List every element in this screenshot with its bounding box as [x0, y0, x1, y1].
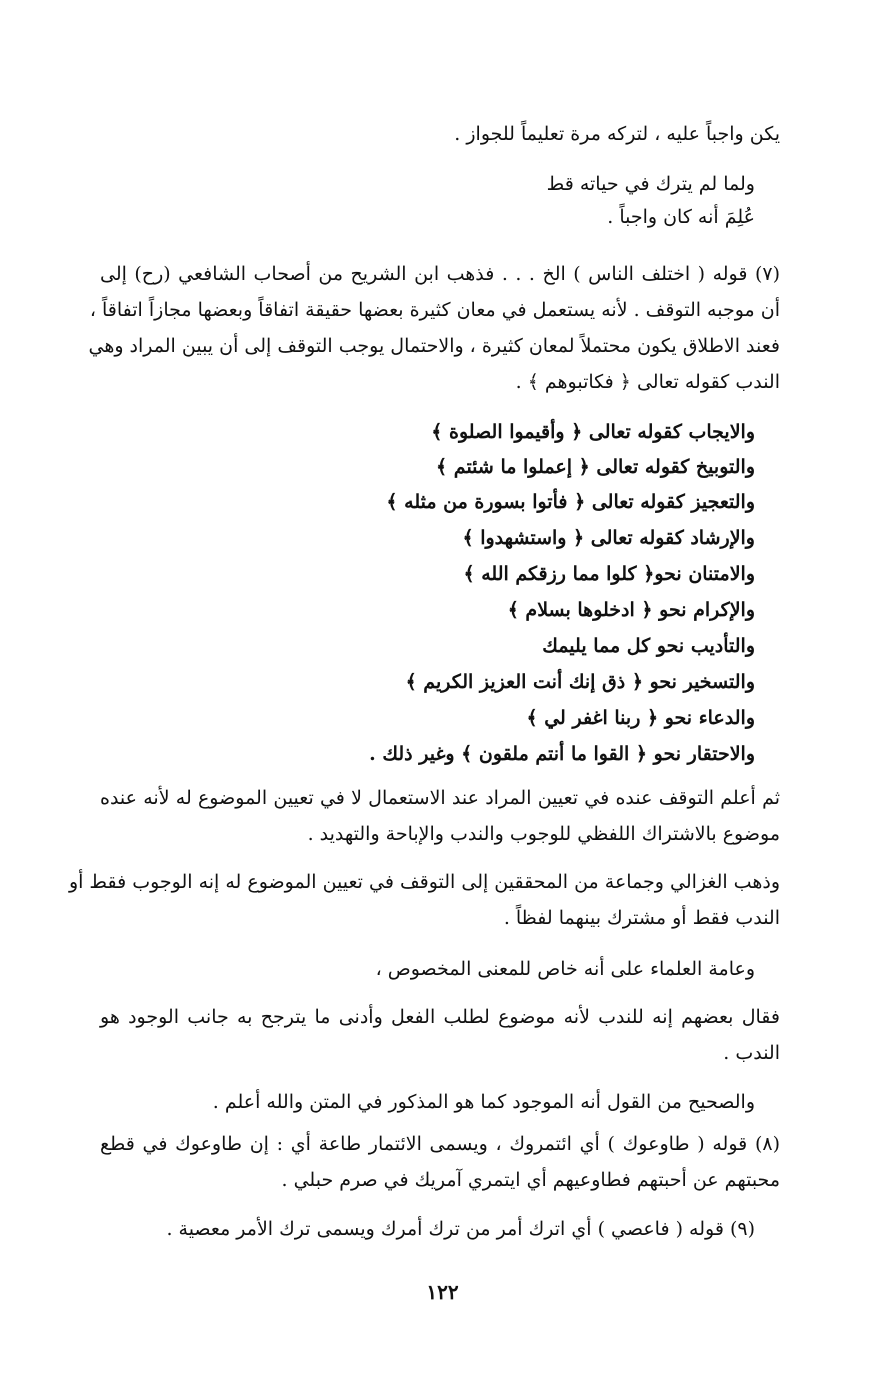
example-line-4: والإرشاد كقوله تعالى ﴿ واستشهدوا ﴾	[462, 527, 755, 549]
verse-line-1: ولما لم يترك في حياته قط	[546, 173, 755, 195]
opening-line: يكن واجباً عليه ، لتركه مرة تعليماً للجواز .	[454, 123, 780, 145]
note-9-line: (٩) قوله ( فاعصي ) أي اترك أمر من ترك أمرك ويسمى ترك الأمر معصية .	[166, 1218, 755, 1240]
nadb-line-1: فقال بعضهم إنه للندب لأنه موضوع لطلب الفعل وأدنى ما يترجح به جانب الوجود هو	[100, 1006, 780, 1028]
note-8-line-1: (٨) قوله ( طاوعوك ) أي ائتمروك ، ويسمى الائتمار طاعة أي : إن طاوعوك في قطع	[100, 1133, 780, 1155]
example-line-2: والتوبيخ كقوله تعالى ﴿ إعملوا ما شئتم ﴾	[436, 456, 755, 478]
tawaqquf-line-1: ثم أعلم التوقف عنده في تعيين المراد عند الاستعمال لا في تعيين الموضوع له لأنه عنده	[100, 787, 780, 809]
note-7-line-4: الندب كقوله تعالى ﴿ فكاتبوهم ﴾ .	[515, 371, 780, 393]
ghazali-line-1: وذهب الغزالي وجماعة من المحققين إلى التوقف في تعيين الموضوع له إنه الوجوب فقط أو	[68, 871, 780, 893]
example-line-3: والتعجيز كقوله تعالى ﴿ فأتوا بسورة من مثله ﴾	[386, 491, 755, 513]
note-7-line-2: أن موجبه التوقف . لأنه يستعمل في معان كثيرة بعضها حقيقة اتفاقاً وبعضها مجازاً اتفاقاً ،	[89, 299, 780, 321]
note-8-line-2: محبتهم عن أحبتهم فطاوعيهم أي ايتمري آمريك في صرم حبلي .	[281, 1169, 780, 1191]
ulama-line: وعامة العلماء على أنه خاص للمعنى المخصوص ،	[375, 958, 755, 980]
note-7-line-3: فعند الاطلاق يكون محتملاً لمعان كثيرة ، والاحتمال يوجب التوقف إلى أن يبين المراد وهي	[88, 335, 780, 357]
example-line-10: والاحتقار نحو ﴿ القوا ما أنتم ملقون ﴾ وغير ذلك .	[369, 743, 755, 765]
tawaqquf-line-2: موضوع بالاشتراك اللفظي للوجوب والندب والإباحة والتهديد .	[307, 823, 780, 845]
example-line-6: والإكرام نحو ﴿ ادخلوها بسلام ﴾	[507, 599, 755, 621]
sahih-line: والصحيح من القول أنه الموجود كما هو المذكور في المتن والله أعلم .	[212, 1091, 755, 1113]
nadb-line-2: الندب .	[723, 1042, 780, 1064]
page-number: ١٢٢	[426, 1280, 459, 1304]
ghazali-line-2: الندب فقط أو مشترك بينهما لفظاً .	[503, 907, 780, 929]
note-7-line-1: (٧) قوله ( اختلف الناس ) الخ . . . فذهب ابن الشريح من أصحاب الشافعي (رح) إلى	[100, 263, 780, 285]
example-line-7: والتأديب نحو كل مما يليمك	[542, 635, 755, 657]
example-line-5: والامتنان نحو﴿ كلوا مما رزقكم الله ﴾	[463, 563, 755, 585]
example-line-1: والايجاب كقوله تعالى ﴿ وأقيموا الصلوة ﴾	[431, 421, 755, 443]
verse-line-2: عُلِمَ أنه كان واجباً .	[607, 206, 755, 228]
example-line-9: والدعاء نحو ﴿ ربنا اغفر لي ﴾	[526, 707, 755, 729]
example-line-8: والتسخير نحو ﴿ ذق إنك أنت العزيز الكريم ﴾	[405, 671, 755, 693]
